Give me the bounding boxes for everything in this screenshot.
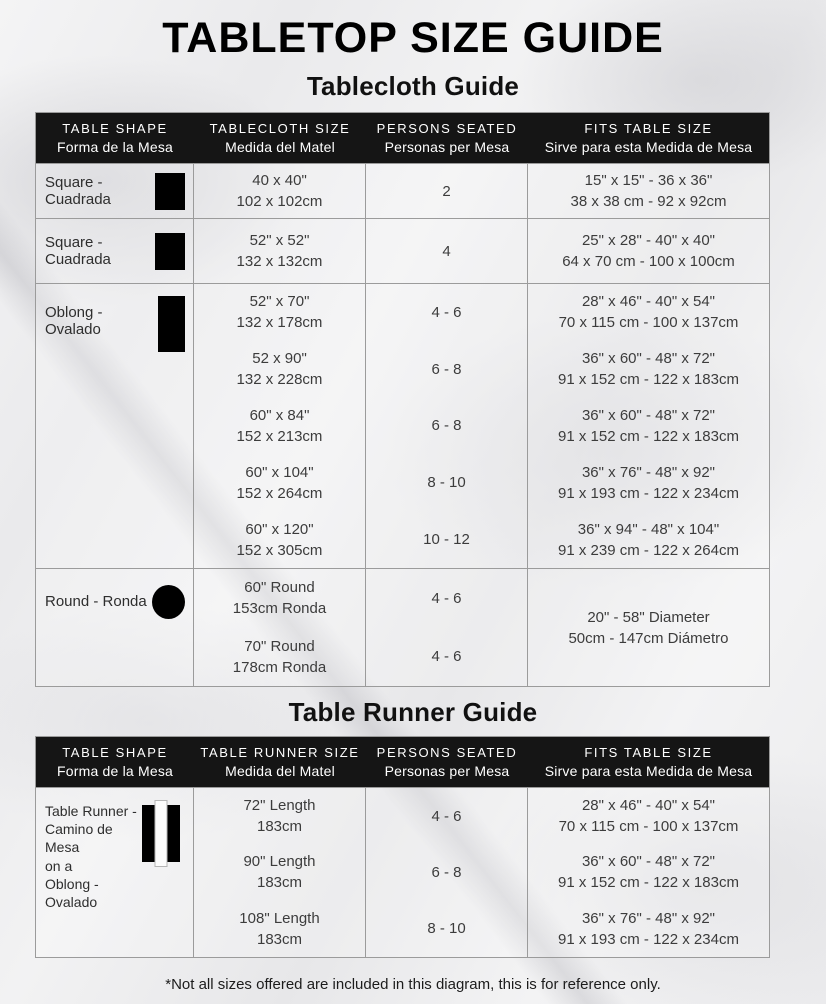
square-shape-icon bbox=[155, 173, 185, 210]
persons-cell: 4 - 6 6 - 8 6 - 8 8 - 10 10 - 12 bbox=[366, 284, 528, 568]
header-table-shape: TABLE SHAPE Forma de la Mesa bbox=[56, 745, 174, 779]
footnote: *Not all sizes offered are included in this diagram, this is for reference only. bbox=[165, 976, 661, 993]
fits-cell: 25" x 28" - 40" x 40" 64 x 70 cm - 100 x 100cm bbox=[562, 232, 735, 270]
tablecloth-guide-table bbox=[35, 112, 770, 687]
table-runner-guide-table bbox=[35, 736, 770, 958]
header-persons-seated: PERSONS SEATED Personas per Mesa bbox=[376, 745, 518, 779]
fits-cell: 15" x 15" - 36 x 36" 38 x 38 cm - 92 x 92cm bbox=[570, 172, 727, 210]
tablecloth-table-header bbox=[36, 113, 769, 163]
header-fits-table-size: FITS TABLE SIZE Sirve para esta Medida de Mesa bbox=[544, 745, 753, 779]
persons-cell: 2 bbox=[366, 164, 528, 218]
runner-table-header bbox=[36, 737, 769, 787]
shape-cell: Square - Cuadrada bbox=[36, 164, 194, 218]
size-cell: 52" x 52" 132 x 132cm bbox=[194, 219, 366, 283]
size-cell: 72" Length 183cm 90" Length 183cm 108" Length 183cm bbox=[194, 788, 366, 957]
tablecloth-guide-title: Tablecloth Guide bbox=[306, 71, 520, 101]
header-tablecloth-size: TABLECLOTH SIZE Medida del Matel bbox=[209, 121, 351, 155]
table-row bbox=[36, 163, 769, 218]
oblong-shape-icon bbox=[158, 296, 185, 352]
square-shape-icon bbox=[155, 233, 185, 270]
header-table-shape: TABLE SHAPE Forma de la Mesa bbox=[56, 121, 174, 155]
shape-cell: Round - Ronda bbox=[36, 569, 194, 686]
table-row bbox=[36, 568, 769, 686]
size-cell: 60" Round 153cm Ronda 70" Round 178cm Ronda bbox=[194, 569, 366, 686]
shape-cell: Square - Cuadrada bbox=[36, 219, 194, 283]
persons-cell: 4 - 6 4 - 6 bbox=[366, 569, 528, 686]
size-cell: 52" x 70" 132 x 178cm 52 x 90" 132 x 228cm 60" x 84" 152 x 213cm 60" x 104" 152 x 264cm 60" x 120" 152 x 305cm bbox=[194, 284, 366, 568]
round-shape-icon bbox=[152, 585, 185, 619]
shape-cell: Table Runner - Camino de Mesa on a Oblong - Ovalado bbox=[36, 788, 194, 957]
table-runner-shape-icon bbox=[142, 805, 180, 862]
table-row bbox=[36, 218, 769, 283]
header-persons-seated: PERSONS SEATED Personas per Mesa bbox=[376, 121, 518, 155]
page-title: TABLETOP SIZE GUIDE bbox=[162, 14, 664, 62]
table-runner-guide-title: Table Runner Guide bbox=[288, 697, 538, 727]
header-table-runner-size: TABLE RUNNER SIZE Medida del Matel bbox=[200, 745, 360, 779]
fits-cell: 28" x 46" - 40" x 54" 70 x 115 cm - 100 x 137cm 36" x 60" - 48" x 72" 91 x 152 cm - 122 x 183cm 36" x 76" - 48" x 92" 91 x 193 cm - 122 x 234cm bbox=[558, 797, 739, 948]
fits-cell: 20" - 58" Diameter 50cm - 147cm Diámetro bbox=[568, 608, 729, 647]
header-fits-table-size: FITS TABLE SIZE Sirve para esta Medida de Mesa bbox=[544, 121, 753, 155]
persons-cell: 4 bbox=[366, 219, 528, 283]
table-row bbox=[36, 787, 769, 957]
persons-cell: 4 - 6 6 - 8 8 - 10 bbox=[366, 788, 528, 957]
shape-cell: Oblong - Ovalado bbox=[36, 284, 194, 568]
fits-cell: 28" x 46" - 40" x 54" 70 x 115 cm - 100 x 137cm 36" x 60" - 48" x 72" 91 x 152 cm - 122 x 183cm 36" x 60" - 48" x 72" 91 x 152 cm - 122 x 183cm 36" x 76" - 48" x 92" 91 x 193 cm - 122 x 234cm 36" x 94" - 48" x 104" 91 x 239 cm - 122 x 264cm bbox=[558, 293, 739, 559]
size-cell: 40 x 40" 102 x 102cm bbox=[194, 164, 366, 218]
table-row bbox=[36, 283, 769, 568]
